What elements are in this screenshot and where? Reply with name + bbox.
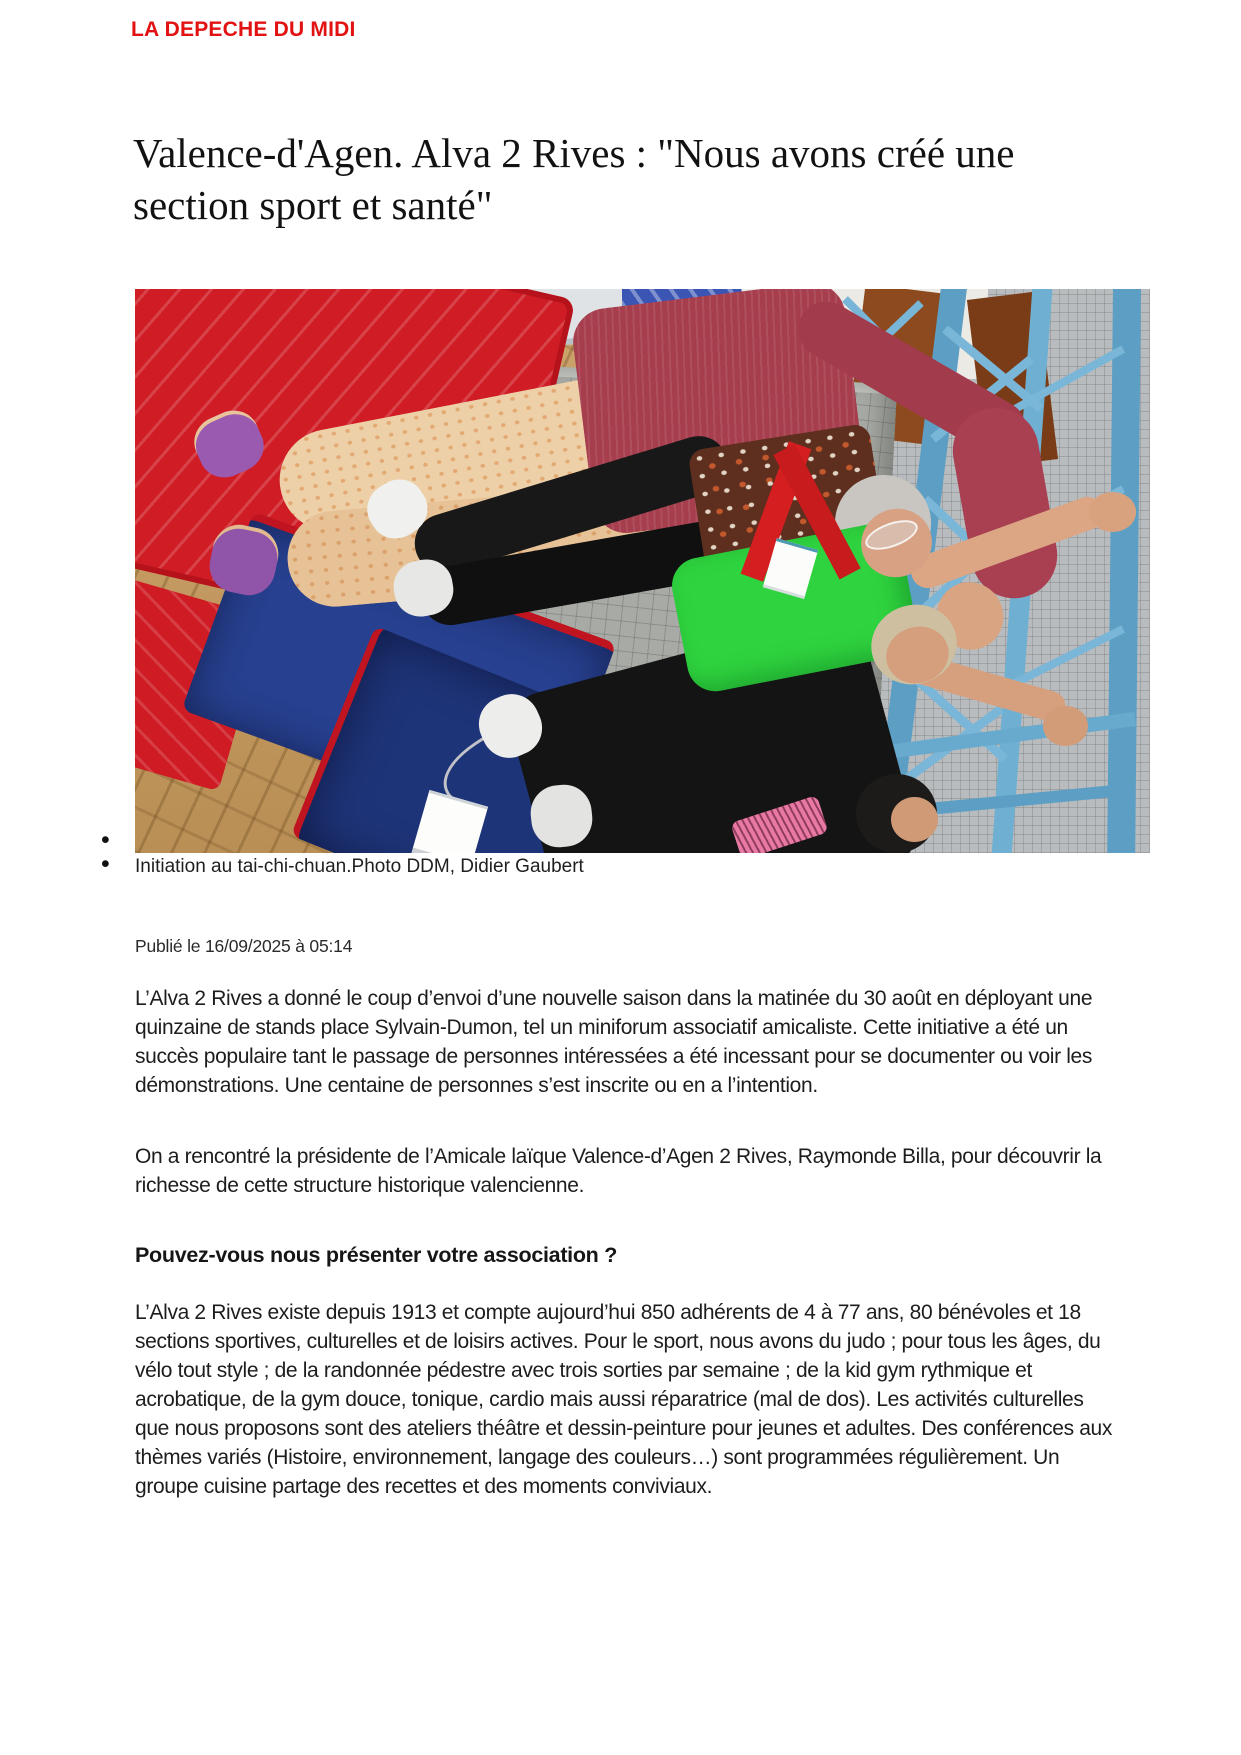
- photo-black-person-face: [891, 797, 938, 842]
- photo-green-person-hand: [1089, 492, 1136, 531]
- article-paragraph: L’Alva 2 Rives existe depuis 1913 et compte aujourd’hui 850 adhérents de 4 à 77 ans, 80 bénévoles et 18 sections sportives, culturelles et de loisirs actives. Pour le sport, nous avons du judo ; pour tous les âges, du vélo tout style ; de la randonnée pédestre avec trois sorties par semaine ; de la kid gym rythmique et acrobatique, de la gym douce, tonique, cardio mais aussi réparatrice (mal de dos). Les activités culturelles que nous proposons sont des ateliers théâtre et dessin-peinture pour jeunes et adultes. Des conférences aux thèmes variés (Histoire, environnement, langage des couleurs…) sont programmées régulièrement. Un groupe cuisine partage des recettes et des moments conviviaux.: [135, 1301, 1113, 1498]
- article-figure-list: [135, 289, 1150, 878]
- article-title: Valence-d'Agen. Alva 2 Rives : "Nous avons créé une section sport et santé": [133, 130, 1015, 228]
- photo-caption: • Initiation au tai-chi-chuan.Photo DDM, Didier Gaubert: [135, 856, 584, 877]
- photo-caption-item: [135, 853, 1150, 878]
- article-photo: [135, 289, 1150, 853]
- article-photo-item: [135, 289, 1150, 853]
- photo-green-person-hand: [1043, 706, 1088, 745]
- article-paragraph: On a rencontré la présidente de l’Amicale laïque Valence-d’Agen 2 Rives, Raymonde Billa, pour découvrir la richesse de cette structure historique valencienne.: [135, 1145, 1102, 1197]
- publish-date: Publié le 16/09/2025 à 05:14: [135, 936, 353, 956]
- article-body: [135, 984, 1113, 1543]
- interview-question-heading: Pouvez-vous nous présenter votre association ?: [135, 1243, 618, 1267]
- article-paragraph: L’Alva 2 Rives a donné le coup d’envoi d’une nouvelle saison dans la matinée du 30 août en déployant une quinzaine de stands place Sylvain-Dumon, tel un miniforum associatif amicaliste. Cette initiative a été un succès populaire tant le passage de personnes intéressées a été incessant pour se documenter ou voir les démonstrations. Une centaine de personnes s’est inscrite ou en a l’intention.: [135, 987, 1093, 1097]
- newspaper-brand: LA DEPECHE DU MIDI: [131, 18, 356, 41]
